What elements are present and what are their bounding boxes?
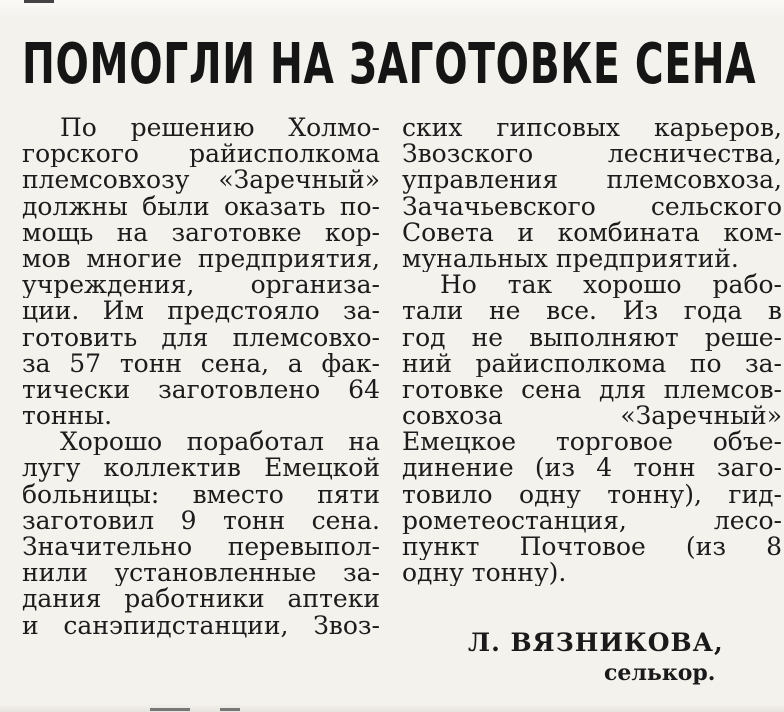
text-line: лугу коллектив Емецкой	[22, 455, 380, 482]
text-line: учреждения, организа-	[22, 272, 380, 299]
author-name: Л. ВЯЗНИКОВА,	[468, 628, 724, 657]
text-line: одну тонну).	[402, 560, 567, 587]
text-line: ских гипсовых карьеров,	[402, 115, 782, 142]
text-line: заготовил 9 тонн сена.	[22, 507, 380, 534]
text-line: мощь на заготовке кор-	[22, 219, 380, 246]
ink-mark	[220, 708, 240, 711]
text-line: Зачачьевского сельского	[402, 193, 782, 220]
author-role: селькор.	[604, 660, 716, 686]
text-line: ции. Им предстояло за-	[22, 298, 380, 325]
ink-mark	[150, 708, 190, 711]
text-line: племсовхозу «Заречный»	[22, 167, 380, 194]
text-line: пункт Почтовое (из 8	[402, 534, 782, 561]
text-line: По решению Холмо-	[60, 115, 380, 142]
text-line: совхоза «Заречный»	[402, 403, 782, 430]
text-line: Хорошо поработал на	[60, 429, 380, 456]
text-line: год не выполняют реше-	[402, 324, 782, 351]
text-line: Емецкое торговое объе-	[402, 429, 782, 456]
text-line: больницы: вместо пяти	[22, 481, 380, 508]
text-line: мунальных предприятий.	[402, 245, 739, 273]
text-line: рометеостанция, лесо-	[402, 507, 782, 534]
bottom-edge	[0, 704, 784, 712]
text-line: Значительно перевыпол-	[22, 534, 380, 561]
text-line: нили установленные за-	[22, 560, 380, 587]
text-line: товило одну тонну), гид-	[402, 481, 782, 508]
ink-mark	[24, 0, 54, 3]
article-headline: ПОМОГЛИ НА ЗАГОТОВКЕ СЕНА	[22, 32, 757, 97]
text-line: управления племсовхоза,	[402, 167, 782, 194]
text-line: мов многие предприятия,	[22, 245, 380, 273]
text-line: Но так хорошо рабо-	[440, 272, 782, 299]
right-column	[402, 115, 782, 586]
text-line: готовить для племсовхо-	[22, 324, 380, 351]
text-line: за 57 тонн сена, а фак-	[22, 350, 380, 377]
text-line: тали не все. Из года в	[402, 298, 782, 325]
text-line: дания работники аптеки	[22, 586, 380, 613]
text-line: тически заготовлено 64	[22, 376, 380, 404]
text-line: динение (из 4 тонн заго-	[402, 455, 782, 482]
text-line: горского райисполкома	[22, 141, 380, 168]
left-column	[22, 115, 380, 639]
text-line: Звозского лесничества,	[402, 141, 782, 168]
top-edge	[0, 0, 784, 18]
text-line: Совета и комбината ком-	[402, 219, 782, 246]
text-line: должны были оказать по-	[22, 193, 380, 220]
text-line: тонны.	[22, 403, 113, 430]
text-line: и санэпидстанции, Звоз-	[22, 612, 380, 639]
text-line: ний райисполкома по за-	[402, 350, 782, 377]
text-line: готовке сена для племсов-	[402, 376, 782, 404]
